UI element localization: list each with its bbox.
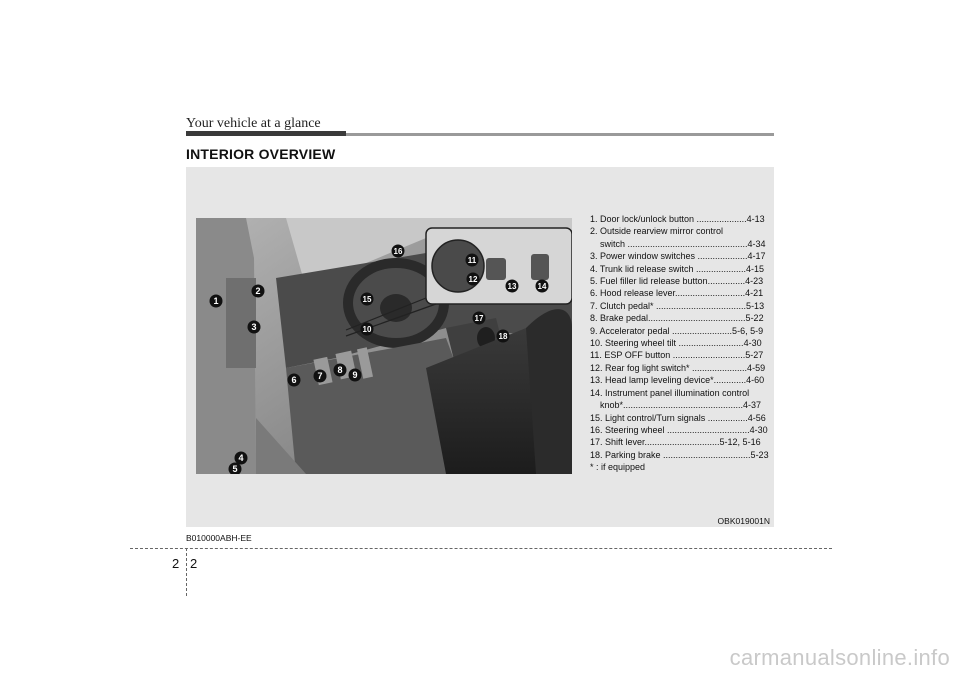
svg-text:1: 1 (213, 296, 219, 306)
illumination-knob (531, 254, 549, 280)
legend-item: 16. Steering wheel .................................4-30 (590, 424, 768, 435)
legend-note: * : if equipped (590, 462, 646, 473)
callout-3 (248, 321, 261, 334)
callout-11 (466, 254, 479, 267)
legend-item: 11. ESP OFF button .............................5-27 (590, 350, 764, 361)
footer-divider (186, 548, 187, 596)
legend-item: 17. Shift lever..............................5-12, 5-16 (590, 437, 761, 448)
svg-text:4: 4 (238, 453, 244, 463)
svg-text:9: 9 (352, 370, 358, 380)
callout-8 (334, 364, 347, 377)
footer-rule (130, 548, 832, 549)
svg-text:16: 16 (393, 247, 403, 256)
svg-text:17: 17 (474, 314, 484, 323)
callout-2 (252, 285, 265, 298)
legend-item: 10. Steering wheel tilt ..........................4-30 (590, 338, 762, 349)
svg-text:5: 5 (232, 464, 238, 474)
svg-text:11: 11 (467, 256, 477, 265)
callout-17 (473, 312, 486, 325)
page-number: 2 (190, 556, 198, 571)
legend-item: 8. Brake pedal.......................................5-22 (590, 313, 764, 324)
callout-16 (392, 245, 405, 258)
callout-4 (235, 452, 248, 465)
svg-text:15: 15 (362, 295, 372, 304)
document-code: B010000ABH-EE (186, 533, 252, 543)
svg-text:3: 3 (251, 322, 257, 332)
svg-text:12: 12 (468, 275, 478, 284)
callout-15 (361, 293, 374, 306)
callout-10 (361, 323, 374, 336)
legend-item: 12. Rear fog light switch* ......................4-59 (590, 362, 766, 373)
leveling-knob (486, 258, 506, 280)
callout-7 (314, 370, 327, 383)
svg-text:14: 14 (537, 282, 547, 291)
legend-item: 15. Light control/Turn signals ................4-56 (590, 412, 766, 423)
callout-1 (210, 295, 223, 308)
legend-item: 3. Power window switches ....................4-17 (590, 251, 766, 262)
legend-item: 2. Outside rearview mirror control switch ................................................4-34 (590, 226, 766, 249)
svg-text:18: 18 (498, 332, 508, 341)
legend-item: 7. Clutch pedal* ....................................5-13 (590, 300, 765, 311)
legend-item: 5. Fuel filler lid release button...............4-23 (590, 276, 764, 287)
header-rule-accent (186, 131, 346, 136)
watermark: carmanualsonline.info (729, 645, 950, 670)
interior-photo (196, 218, 572, 474)
svg-text:10: 10 (362, 325, 372, 334)
callout-13 (506, 280, 519, 293)
section-title: INTERIOR OVERVIEW (186, 146, 336, 162)
svg-text:8: 8 (337, 365, 343, 375)
legend-item: 6. Hood release lever............................4-21 (590, 288, 764, 299)
callout-9 (349, 369, 362, 382)
legend-item: 9. Accelerator pedal ........................5-6, 5-9 (590, 325, 764, 336)
legend-item: 13. Head lamp leveling device*.............4-60 (590, 375, 765, 386)
figure-code: OBK019001N (717, 516, 770, 526)
page-chapter: 2 (172, 556, 180, 571)
legend-item: 14. Instrument panel illumination control knob*................................................4-37 (590, 387, 762, 411)
svg-text:2: 2 (255, 286, 261, 296)
svg-text:13: 13 (507, 282, 517, 291)
legend-list (590, 213, 768, 474)
callout-12 (467, 273, 480, 286)
svg-text:6: 6 (291, 375, 297, 385)
callout-14 (536, 280, 549, 293)
header-title: Your vehicle at a glance (186, 116, 321, 131)
svg-text:7: 7 (317, 371, 323, 381)
legend-item: 18. Parking brake ...................................5-23 (590, 449, 769, 460)
callout-18 (497, 330, 510, 343)
callout-6 (288, 374, 301, 387)
legend-item: 1. Door lock/unlock button ....................4-13 (590, 214, 765, 224)
interior-illustration (196, 218, 572, 474)
legend-item: 4. Trunk lid release switch ....................4-15 (590, 263, 765, 274)
